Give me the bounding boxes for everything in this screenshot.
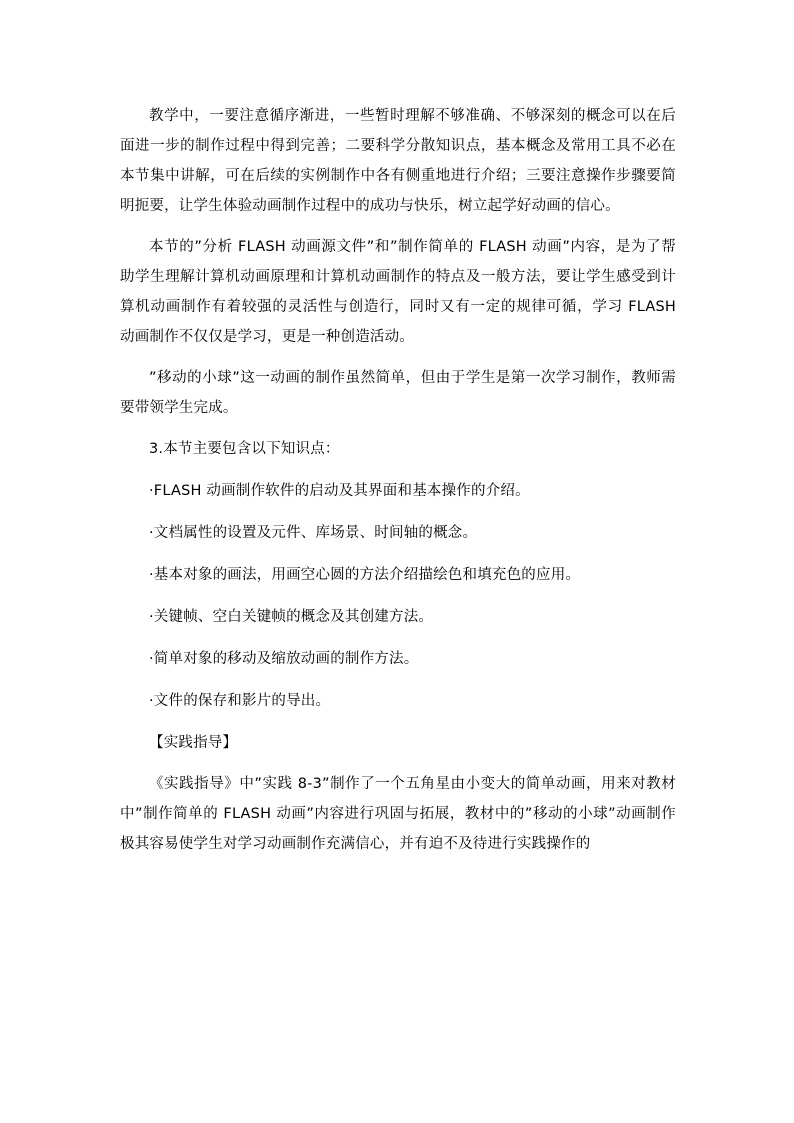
knowledge-point-item: ·文件的保存和影片的导出。: [149, 693, 331, 709]
paragraph-moving-ball: ”移动的小球”这一动画的制作虽然简单，但由于学生是第一次学习制作，教师需要带领学生完成。: [120, 370, 676, 416]
knowledge-point-item: ·基本对象的画法，用画空心圆的方法介绍描绘色和填充色的应用。: [149, 567, 581, 583]
knowledge-point-item: ·FLASH 动画制作软件的启动及其界面和基本操作的介绍。: [149, 483, 530, 499]
paragraph-teaching-approach: 教学中，一要注意循序渐进，一些暂时理解不够准确、不够深刻的概念可以在后面进一步的制作过程中得到完善；二要科学分散知识点，基本概念及常用工具不必在本节集中讲解，可在后续的实例制作中各有侧重地进行介绍；三要注意操作步骤要简明扼要，让学生体验动画制作过程中的成功与快乐，树立起学好动画的信心。: [120, 108, 676, 214]
paragraph-section-purpose: 本节的”分析 FLASH 动画源文件”和”制作简单的 FLASH 动画”内容，是为了帮助学生理解计算机动画原理和计算机动画制作的特点及一般方法，要让学生感受到计算机动画制作有着较强的灵活性与创造行，同时又有一定的规律可循，学习 FLASH 动画制作不仅仅是学习，更是一种创造活动。: [120, 239, 676, 345]
knowledge-point-item: ·关键帧、空白关键帧的概念及其创建方法。: [149, 609, 434, 625]
paragraph-knowledge-intro: 3.本节主要包含以下知识点：: [149, 441, 340, 457]
document-page: [120, 101, 676, 870]
paragraph-practice-guide: 《实践指导》中”实践 8-3”制作了一个五角星由小变大的简单动画，用来对教材中”制作简单的 FLASH 动画”内容进行巩固与拓展，教材中的”移动的小球”动画制作极其容易使学生对学习动画制作充满信心，并有迫不及待进行实践操作的: [120, 776, 676, 852]
knowledge-point-item: ·简单对象的移动及缩放动画的制作方法。: [149, 651, 419, 667]
knowledge-point-item: ·文档属性的设置及元件、库场景、时间轴的概念。: [149, 525, 478, 541]
section-heading: 【实践指导】: [149, 735, 238, 751]
